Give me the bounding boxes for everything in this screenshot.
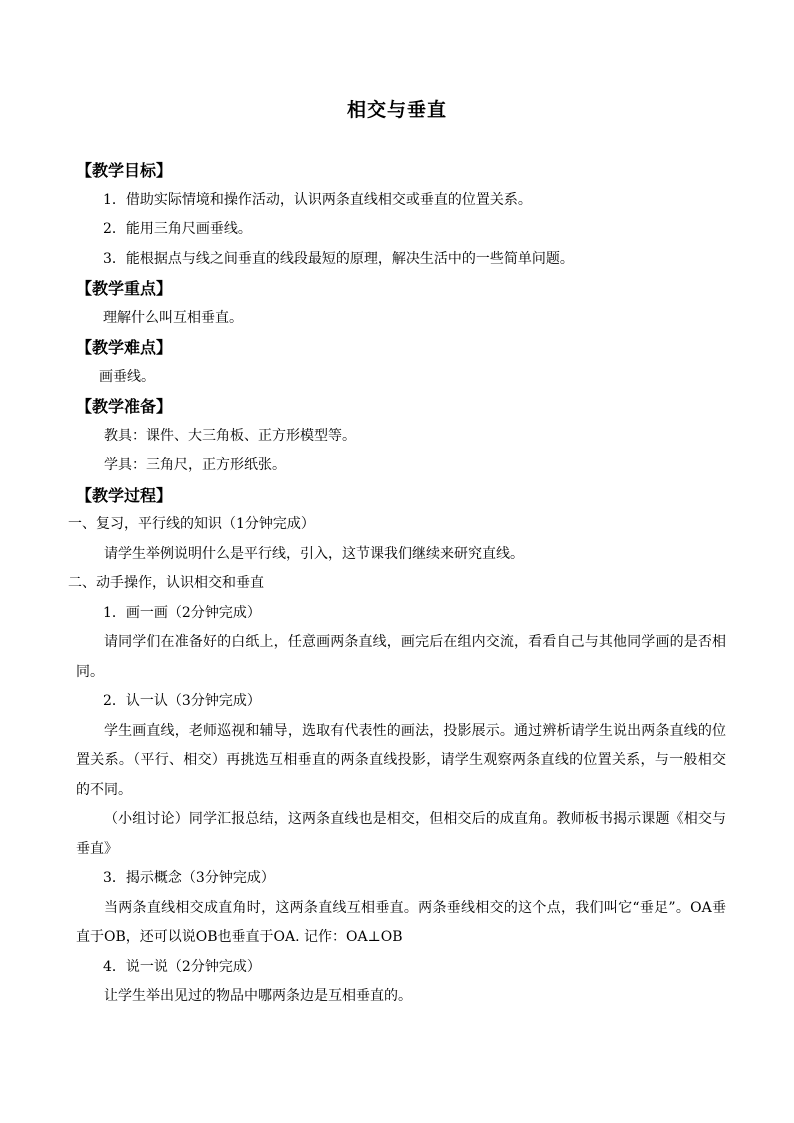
step2-title: 2．认一认（3分钟完成） bbox=[103, 693, 261, 709]
section-heading-key-point: 【教学重点】 bbox=[76, 279, 173, 298]
step2-text-1: 学生画直线，老师巡视和辅导，选取有代表性的画法，投影展示。通过辨析请学生说出两条直线的位置关系。（平行、相交）再挑选互相垂直的两条直线投影，请学生观察两条直线的位置关系，与一般相交的不同。 bbox=[76, 722, 726, 798]
step1-title: 1．画一画（2分钟完成） bbox=[103, 604, 261, 621]
difficulty-text: 画垂线。 bbox=[99, 368, 155, 385]
section-heading-difficulty: 【教学难点】 bbox=[76, 338, 173, 357]
step4-title: 4．说一说（2分钟完成） bbox=[103, 958, 261, 975]
student-materials: 学具：三角尺，正方形纸张。 bbox=[104, 457, 286, 473]
objective-item-3: 3．能根据点与线之间垂直的线段最短的原理，解决生活中的一些简单问题。 bbox=[103, 250, 574, 267]
teacher-materials: 教具：课件、大三角板、正方形模型等。 bbox=[104, 427, 356, 444]
step4-text: 让学生举出见过的物品中哪两条边是互相垂直的。 bbox=[104, 988, 412, 1004]
step3-title: 3．揭示概念（3分钟完成） bbox=[103, 870, 275, 886]
part1-title: 一、复习，平行线的知识（1分钟完成） bbox=[68, 516, 315, 532]
step3-text: 当两条直线相交成直角时，这两条直线互相垂直。两条垂线相交的这个点，我们叫它“垂足”。OA垂直于OB，还可以说OB也垂直于OA. 记作：OA⊥OB bbox=[76, 899, 726, 945]
section-heading-process: 【教学过程】 bbox=[76, 485, 173, 505]
objective-item-1: 1．借助实际情境和操作活动，认识两条直线相交或垂直的位置关系。 bbox=[103, 191, 532, 208]
document-body bbox=[68, 156, 726, 1012]
key-point-text: 理解什么叫互相垂直。 bbox=[103, 309, 243, 326]
step1-text: 请同学们在准备好的白纸上，任意画两条直线，画完后在组内交流，看看自己与其他同学画的是否相同。 bbox=[76, 634, 726, 680]
section-heading-preparation: 【教学准备】 bbox=[76, 397, 173, 416]
objective-item-2: 2．能用三角尺画垂线。 bbox=[103, 221, 252, 237]
part1-text: 请学生举例说明什么是平行线，引入，这节课我们继续来研究直线。 bbox=[104, 545, 524, 562]
step2-text-2: （小组讨论）同学汇报总结，这两条直线也是相交，但相交后的成直角。教师板书揭示课题《相交与垂直》 bbox=[76, 811, 726, 857]
part2-title: 二、动手操作，认识相交和垂直 bbox=[68, 575, 264, 591]
section-heading-objectives: 【教学目标】 bbox=[76, 161, 173, 180]
page-title: 相交与垂直 bbox=[346, 99, 447, 121]
